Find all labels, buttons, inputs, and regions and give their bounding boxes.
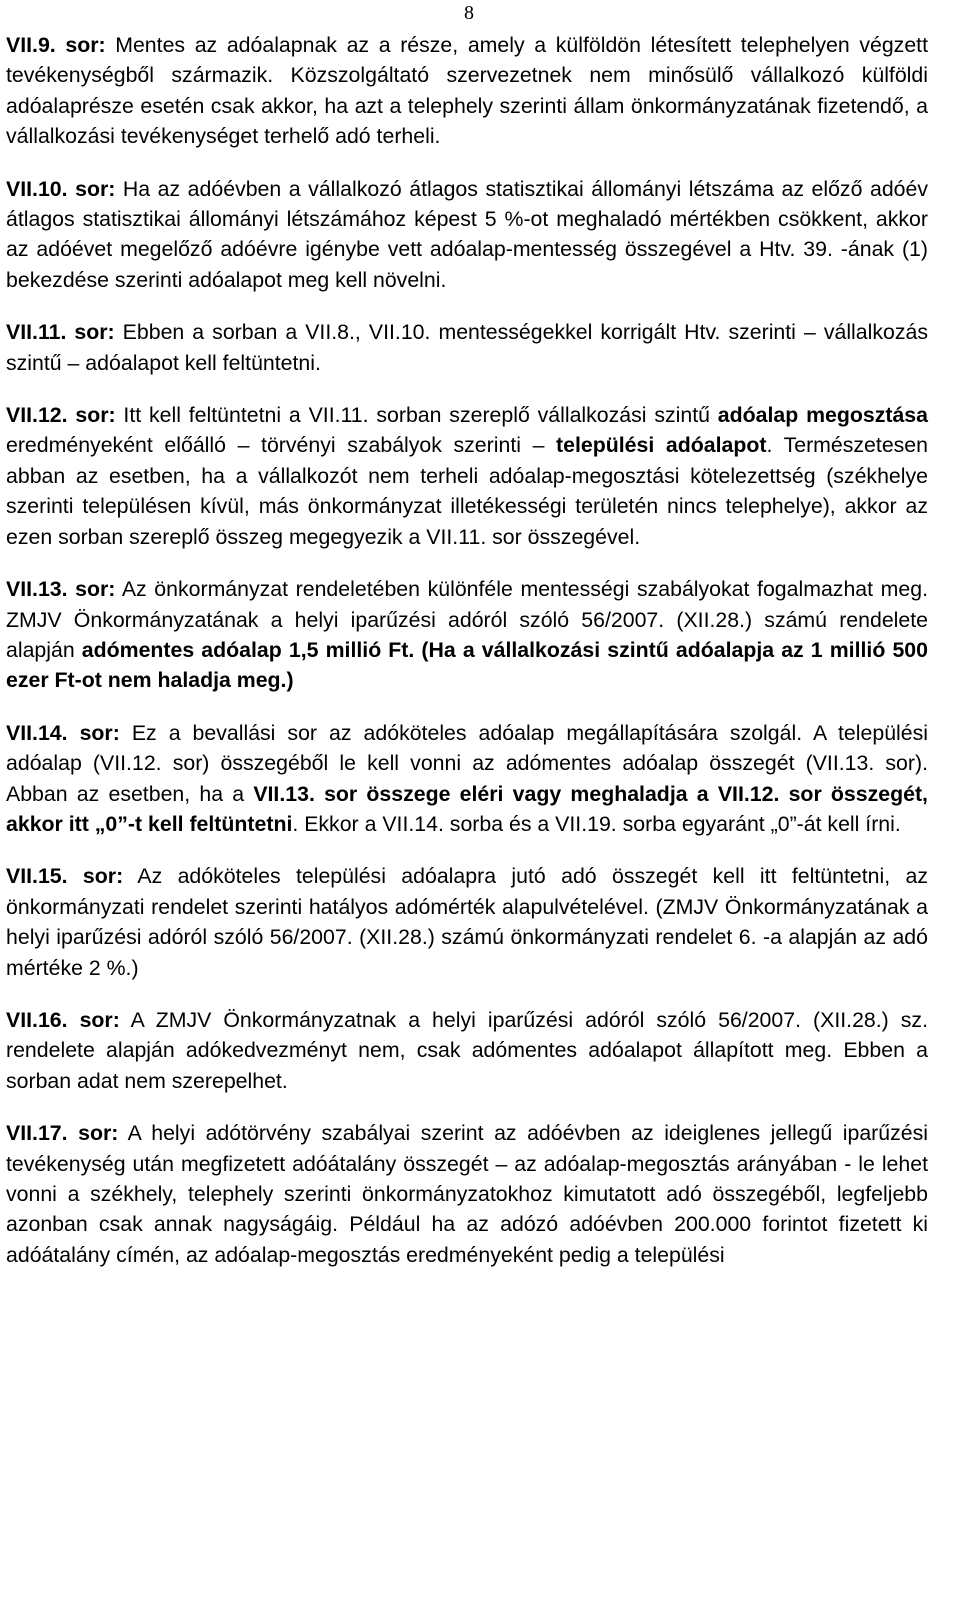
paragraph-text: Ha az adóévben a vállalkozó átlagos statisztikai állományi létszáma az előző adóév átlagos statisztikai állományi létszámához képest 5 %-ot meghaladó mértékben csökkent, akkor az adóévet megelőző adóévre igénybe vett adóalap-mentesség összegével a Htv. 39. -ának (1) bekezdése szerinti adóalapot meg kell növelni. xyxy=(6,176,928,292)
emphasis-text: adóalap megosztása xyxy=(717,403,928,428)
paragraph-text: Itt kell feltüntetni a VII.11. sorban szereplő vállalkozási szintű xyxy=(115,403,718,428)
paragraph-text: A helyi adótörvény szabályai szerint az adóévben az ideiglenes jellegű iparűzési tevékenység után megfizetett adóátalány összegét – az adóalap-megosztás arányában - le lehet vonni a székhely, telephely szerinti önkormányzatokhoz kimutatott adó összegéből, legfeljebb azonban csak annak nagyságáig. Például ha az adózó adóévben 200.000 forintot fizetett ki adóátalány címén, az adóalap-megosztás eredményeként pedig a települési xyxy=(6,1121,928,1267)
row-label: VII.14. sor: xyxy=(6,720,120,745)
row-label: VII.12. sor: xyxy=(6,403,116,428)
paragraph-vii-17 xyxy=(6,1118,928,1270)
paragraph-vii-12 xyxy=(6,400,928,552)
emphasis-text: adómentes adóalap 1,5 millió Ft. (Ha a vállalkozási szintű adóalapja az 1 millió 500 ezer Ft-ot nem haladja meg.) xyxy=(6,637,928,693)
row-label: VII.13. sor: xyxy=(6,577,116,602)
document-body xyxy=(6,30,928,1270)
paragraph-text: eredményeként előálló – törvényi szabályok szerinti – xyxy=(6,433,557,458)
paragraph-text: Az adóköteles települési adóalapra jutó adó összegét kell itt feltüntetni, az önkormányzati rendelet szerinti hatályos adómérték alapulvételével. (ZMJV Önkormányzatának a helyi iparűzési adóról szóló 56/2007. (XII.28.) számú önkormányzati rendelet 6. -a alapján az adó mértéke 2 %.) xyxy=(6,864,928,980)
paragraph-vii-13 xyxy=(6,574,928,696)
paragraph-text: A ZMJV Önkormányzatnak a helyi iparűzési adóról szóló 56/2007. (XII.28.) sz. rendelete alapján adókedvezményt nem, csak adómentes adóalapot állapított meg. Ebben a sorban adat nem szerepelhet. xyxy=(6,1007,929,1093)
page-number: 8 xyxy=(464,2,474,24)
row-label: VII.15. sor: xyxy=(6,864,124,889)
paragraph-vii-9 xyxy=(6,30,928,152)
paragraph-text: Ez a bevallási sor az adóköteles adóalap megállapítására szolgál. A települési adóalap (VII.12. sor) összegéből le kell vonni az adómentes adóalap összegét (VII.13. sor). Abban az esetben, ha a xyxy=(6,720,928,806)
paragraph-vii-10 xyxy=(6,174,928,296)
paragraph-text: . Ekkor a VII.14. sorba és a VII.19. sorba egyaránt „0”-át kell írni. xyxy=(292,811,901,836)
paragraph-vii-16 xyxy=(6,1005,928,1096)
row-label: VII.16. sor: xyxy=(6,1007,120,1032)
row-label: VII.10. sor: xyxy=(6,176,116,201)
paragraph-text: Mentes az adóalapnak az a része, amely a külföldön létesített telephelyen végzett tevékenységből származik. Közszolgáltató szervezetnek nem minősülő vállalkozó külföldi adóalaprésze esetén csak akkor, ha azt a telephely szerinti állam önkormányzatának fizetendő, a vállalkozási tevékenységet terhelő adó terheli. xyxy=(6,33,928,149)
row-label: VII.9. sor: xyxy=(6,33,106,57)
paragraph-text: . Természetesen abban az esetben, ha a vállalkozót nem terheli adóalap-megosztási kötelezettség (székhelye szerinti településen kívül, más önkormányzat illetékességi területén nincs telephelye), akkor az ezen sorban szereplő összeg megegyezik a VII.11. sor összegével. xyxy=(6,433,928,549)
row-label: VII.17. sor: xyxy=(6,1121,119,1146)
emphasis-text: települési adóalapot xyxy=(556,433,767,458)
paragraph-vii-14 xyxy=(6,718,928,840)
paragraph-vii-15 xyxy=(6,861,928,983)
paragraph-vii-11 xyxy=(6,317,928,378)
row-label: VII.11. sor: xyxy=(6,320,115,345)
emphasis-text: VII.13. sor összege eléri vagy meghaladja a VII.12. sor összegét, akkor itt „0”-t kell feltüntetni xyxy=(6,781,928,836)
paragraph-text: Az önkormányzat rendeletében különféle mentességi szabályokat fogalmazhat meg. ZMJV Önkormányzatának a helyi iparűzési adóról szóló 56/2007. (XII.28.) számú rendelete alapján xyxy=(6,577,928,662)
paragraph-text: Ebben a sorban a VII.8., VII.10. mentességekkel korrigált Htv. szerinti – vállalkozás szintű – adóalapot kell feltüntetni. xyxy=(6,320,928,375)
